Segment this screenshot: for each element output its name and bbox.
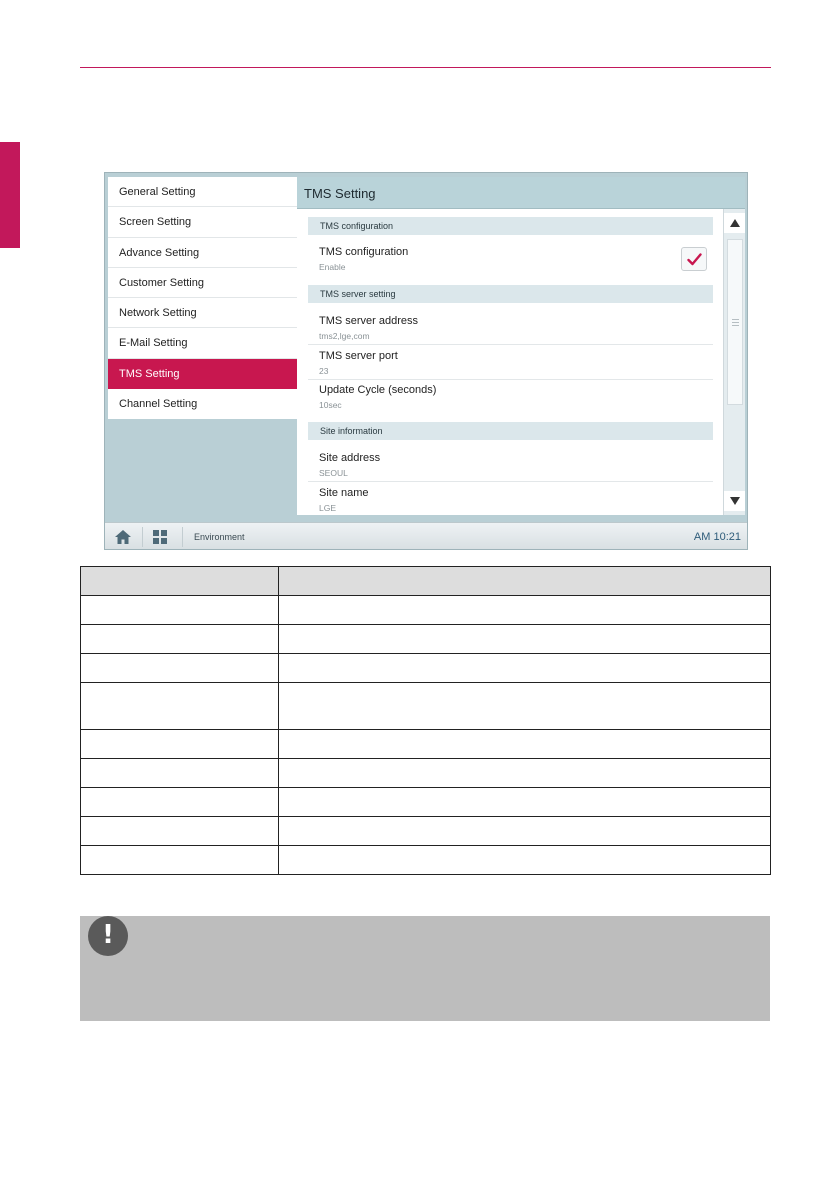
table-cell (279, 817, 771, 846)
sidebar-item-tms-setting[interactable]: TMS Setting (108, 359, 297, 389)
table-header-row (81, 567, 771, 596)
grip-line (732, 322, 739, 323)
divider (182, 527, 183, 547)
table-row (81, 846, 771, 875)
table-row (81, 788, 771, 817)
row-value: Enable (319, 262, 346, 272)
settings-list (297, 209, 723, 515)
row-site-address[interactable] (308, 441, 713, 482)
table-cell (81, 788, 279, 817)
row-label: TMS server port (319, 350, 398, 362)
table-header-cell (279, 567, 771, 596)
table-cell (279, 596, 771, 625)
device-screen (104, 172, 748, 550)
chapter-tab (0, 142, 20, 248)
scroll-thumb[interactable] (727, 239, 743, 405)
table-cell (279, 683, 771, 730)
table-header-cell (81, 567, 279, 596)
vertical-scrollbar[interactable] (723, 209, 745, 515)
table-cell (81, 817, 279, 846)
home-icon (114, 529, 132, 545)
row-tms-server-address[interactable] (308, 304, 713, 345)
row-value: LGE (319, 503, 337, 513)
row-label: TMS configuration (319, 246, 409, 258)
row-value: 23 (319, 366, 329, 376)
grip-line (732, 319, 739, 320)
row-label: TMS server address (319, 315, 419, 327)
table-row (81, 625, 771, 654)
table-cell (279, 788, 771, 817)
row-label: Site name (319, 487, 369, 499)
sidebar-item-email-setting[interactable]: E-Mail Setting (108, 328, 297, 358)
grid-icon (153, 530, 167, 544)
table-cell (81, 625, 279, 654)
settings-sidebar (108, 177, 297, 419)
table-cell (279, 654, 771, 683)
row-label: Update Cycle (seconds) (319, 384, 437, 396)
triangle-down-icon (730, 497, 740, 505)
home-button[interactable] (114, 529, 132, 545)
check-icon (687, 253, 702, 266)
sidebar-item-network-setting[interactable]: Network Setting (108, 298, 297, 328)
table-row (81, 730, 771, 759)
row-value: tms2,lge,com (319, 331, 370, 341)
sidebar-item-screen-setting[interactable]: Screen Setting (108, 207, 297, 237)
table-cell (81, 846, 279, 875)
table-cell (279, 625, 771, 654)
row-value: 10sec (319, 400, 342, 410)
row-update-cycle[interactable] (308, 380, 713, 416)
triangle-up-icon (730, 219, 740, 227)
row-tms-configuration[interactable] (308, 236, 713, 277)
scroll-down-button[interactable] (724, 491, 745, 511)
sidebar-item-advance-setting[interactable]: Advance Setting (108, 238, 297, 268)
table-cell (279, 759, 771, 788)
row-label: Site address (319, 452, 381, 464)
table-row (81, 683, 771, 730)
section-header-site-information: Site information (308, 422, 713, 440)
sidebar-item-customer-setting[interactable]: Customer Setting (108, 268, 297, 298)
breadcrumb: Environment (194, 532, 245, 542)
apps-button[interactable] (153, 530, 167, 544)
sidebar-item-general-setting[interactable]: General Setting (108, 177, 297, 207)
table-cell (279, 846, 771, 875)
tms-enable-checkbox[interactable] (681, 247, 707, 271)
description-table (80, 566, 771, 875)
row-value: SEOUL (319, 468, 348, 478)
table-row (81, 817, 771, 846)
exclamation-icon: ! (88, 916, 128, 956)
sidebar-item-channel-setting[interactable]: Channel Setting (119, 398, 198, 411)
table-row (81, 759, 771, 788)
divider (142, 527, 143, 547)
table-cell (81, 730, 279, 759)
row-site-name[interactable] (308, 482, 713, 515)
header-rule (80, 67, 771, 68)
bottom-bar (105, 522, 747, 550)
grip-line (732, 325, 739, 326)
panel-title: TMS Setting (304, 186, 376, 201)
scroll-up-button[interactable] (724, 213, 745, 233)
section-header-tms-configuration: TMS configuration (308, 217, 713, 235)
table-cell (81, 683, 279, 730)
note-box (80, 916, 770, 1021)
clock: AM 10:21 (693, 531, 741, 543)
row-tms-server-port[interactable] (308, 345, 713, 380)
table-row (81, 596, 771, 625)
table-row (81, 654, 771, 683)
table-cell (81, 596, 279, 625)
table-cell (279, 730, 771, 759)
section-header-tms-server-setting: TMS server setting (308, 285, 713, 303)
panel-header (297, 177, 745, 209)
table-cell (81, 654, 279, 683)
table-cell (81, 759, 279, 788)
